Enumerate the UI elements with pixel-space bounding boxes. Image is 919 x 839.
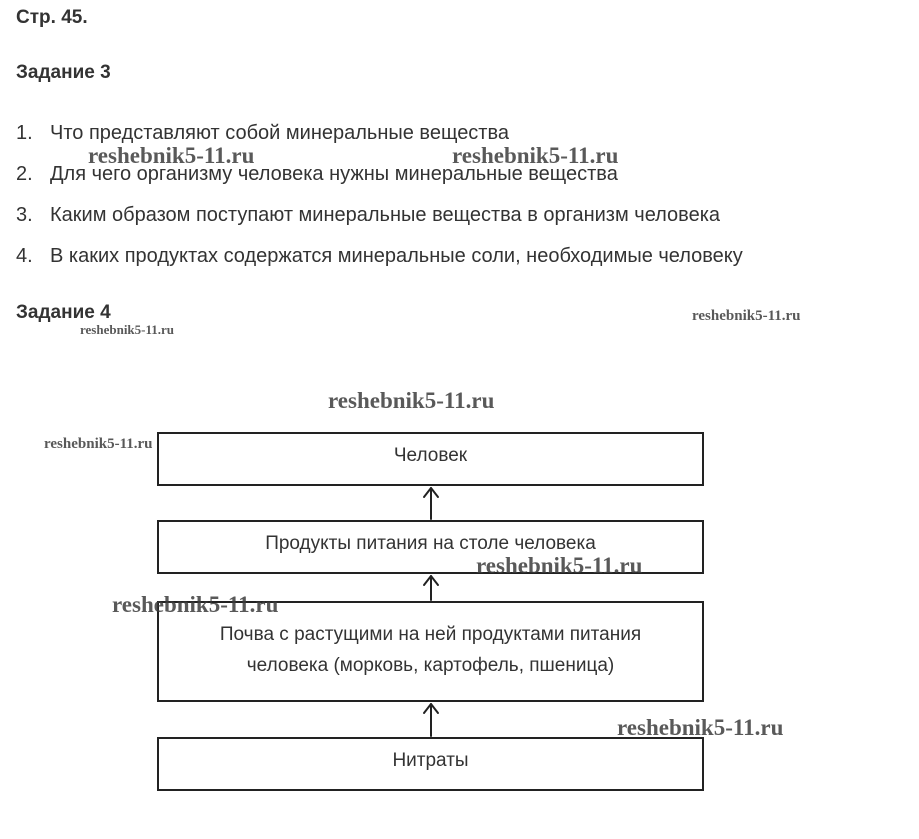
diagram-box-nitrates: Нитраты [157,737,704,791]
watermark: reshebnik5-11.ru [112,592,279,617]
question-number: 4. [16,245,33,267]
watermark: reshebnik5-11.ru [328,388,495,413]
watermark: reshebnik5-11.ru [692,308,801,324]
page-label: Стр. 45. [16,7,88,28]
arrow-up-icon [424,576,438,600]
question-item [16,201,896,242]
task4-title: Задание 4 [16,302,111,323]
question-text: Для чего организму человека нужны минеральные вещества [50,163,618,185]
watermark: reshebnik5-11.ru [88,143,255,168]
question-number: 2. [16,163,33,185]
question-text: Каким образом поступают минеральные вещества в организм человека [50,204,721,226]
watermark: reshebnik5-11.ru [44,436,153,452]
question-number: 1. [16,122,33,144]
question-number: 3. [16,204,33,226]
question-item [16,242,896,283]
question-text: Что представляют собой минеральные вещества [50,122,509,144]
watermark: reshebnik5-11.ru [476,553,643,578]
diagram-box-food: Продукты питания на столе человека [157,520,704,574]
arrow-up-icon [424,704,438,736]
question-text: В каких продуктах содержатся минеральные соли, необходимые человеку [50,245,743,267]
arrow-up-icon [424,488,438,519]
soil-text-line2: человека (морковь, картофель, пшеница) [246,655,615,676]
task3-title: Задание 3 [16,62,111,83]
watermark: reshebnik5-11.ru [617,715,784,740]
watermark: reshebnik5-11.ru [80,322,175,337]
watermark: reshebnik5-11.ru [452,143,619,168]
diagram-box-human: Человек [157,432,704,486]
soil-text-line1: Почва с растущими на ней продуктами питания [219,624,642,645]
